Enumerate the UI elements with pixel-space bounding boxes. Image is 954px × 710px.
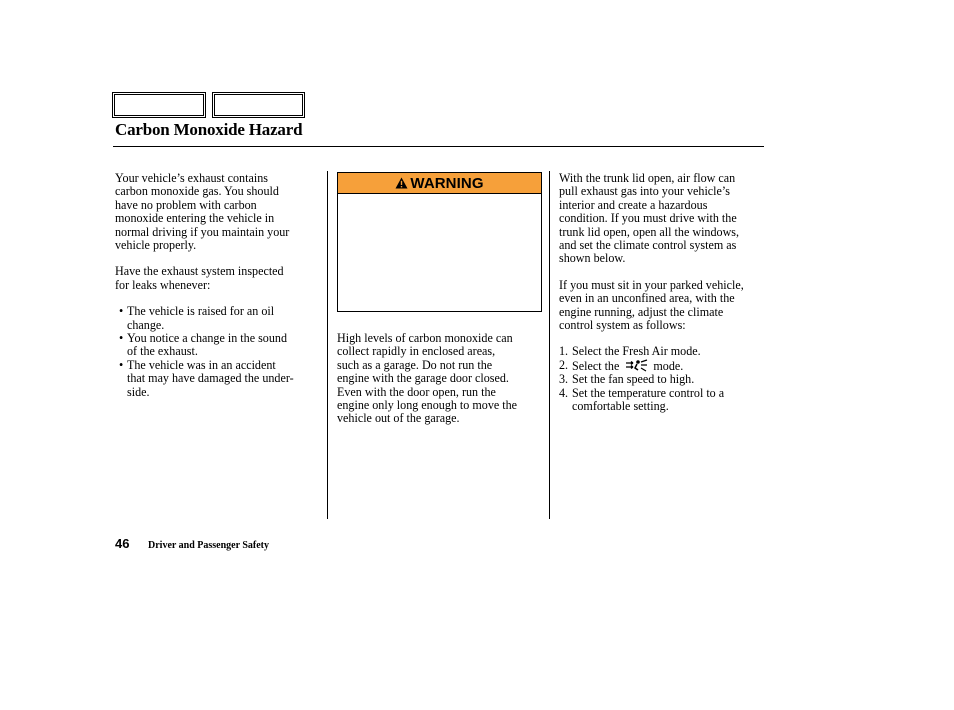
page-title: Carbon Monoxide Hazard — [115, 120, 303, 139]
vent-mode-icon — [625, 359, 649, 373]
warning-box — [337, 172, 542, 312]
header-tab-box-1 — [112, 92, 206, 118]
column-2 — [337, 332, 542, 426]
column-divider-1 — [327, 171, 328, 519]
warning-header — [338, 173, 541, 194]
warning-triangle-icon — [395, 177, 408, 189]
inspection-bullet-list — [115, 305, 320, 399]
warning-label: WARNING — [410, 174, 484, 192]
list-item: • The vehicle was in an accident that may have damaged the under- side. — [115, 359, 320, 399]
column-1 — [115, 172, 320, 399]
list-item: 1. Select the Fresh Air mode. — [559, 344, 701, 359]
section-name: Driver and Passenger Safety — [148, 540, 270, 551]
list-item: • The vehicle is raised for an oil change. — [115, 305, 320, 332]
climate-steps-list — [559, 345, 767, 413]
list-item: 2. Select the mode. — [559, 357, 684, 373]
garage-paragraph: High levels of carbon monoxide can collect rapidly in enclosed areas, such as a garage. Do not run the engine with the garage door closed. Even with the door open, run the engine only long enough to move the vehicle out of the garage. — [337, 331, 518, 426]
list-item: • You notice a change in the sound of the exhaust. — [115, 332, 320, 359]
title-rule — [113, 146, 764, 147]
inspection-paragraph: Have the exhaust system inspected for leaks whenever: — [115, 264, 284, 292]
page-number: 46 — [115, 536, 130, 551]
intro-paragraph: Your vehicle’s exhaust contains carbon monoxide gas. You should have no problem with carbon monoxide entering the vehicle in normal driving if you maintain your vehicle properly. — [115, 171, 290, 253]
column-3 — [559, 172, 767, 414]
parked-paragraph: If you must sit in your parked vehicle, even in an unconfined area, with the engine running, adjust the climate control system as follows: — [559, 277, 744, 333]
trunk-paragraph: With the trunk lid open, air flow can pull exhaust gas into your vehicle’s interior and create a hazardous condition. If you must drive with the trunk lid open, open all the windows, and set the climate control system as shown below. — [559, 171, 740, 266]
column-divider-2 — [549, 171, 550, 519]
list-item: 4. Set the temperature control to a comfortable setting. — [559, 385, 725, 414]
header-tab-box-2 — [212, 92, 305, 118]
list-item: 3. Set the fan speed to high. — [559, 372, 695, 387]
